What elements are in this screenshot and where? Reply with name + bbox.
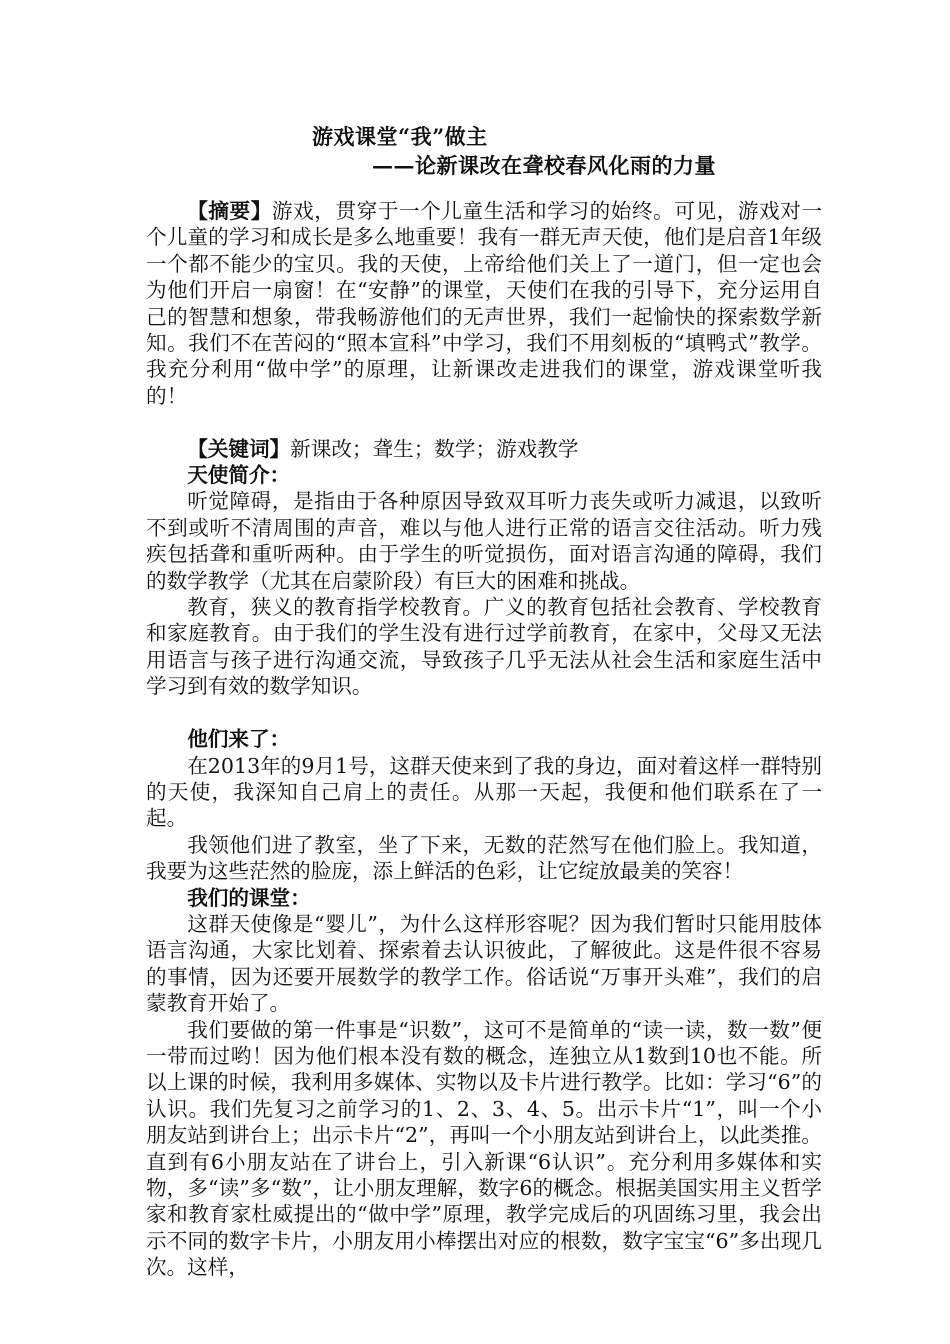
spacer [146, 409, 822, 435]
document-subtitle: ——论新课改在聋校春风化雨的力量 [372, 153, 716, 178]
paragraph: 听觉障碍，是指由于各种原因导致双耳听力丧失或听力减退，以致听不到或听不清周围的声音，难以与他人进行正常的语言交往活动。听力残疾包括聋和重听两种。由于学生的听觉损伤，面对语言沟通的障碍，我们的数学教学（尤其在启蒙阶段）有巨大的困难和挑战。 [146, 489, 822, 593]
paragraph: 这群天使像是“婴儿”，为什么这样形容呢？因为我们暂时只能用肢体语言沟通，大家比划着、探索着去认识彼此，了解彼此。这是件很不容易的事情，因为还要开展数学的教学工作。俗话说“万事开头难”，我们的启蒙教育开始了。 [146, 911, 822, 1016]
section-heading-our-classroom: 我们的课堂： [187, 885, 311, 910]
paragraph: 在2013年的9月1号，这群天使来到了我的身边，面对着这样一群特别的天使，我深知自己肩上的责任。从那一天起，我便和他们联系在了一起。 [146, 753, 822, 831]
section-heading-they-came: 他们来了： [187, 727, 291, 752]
keywords-label: 【关键词】 [187, 436, 291, 461]
abstract-paragraph [146, 198, 822, 409]
paragraph: 我们要做的第一件事是“识数”，这可不是简单的“读一读，数一数”便一带而过哟！因为他们根本没有数的概念，连独立从1数到10也不能。所以上课的时候，我利用多媒体、实物以及卡片进行教学。比如：学习“6”的认识。我们先复习之前学习的1、2、3、4、5。出示卡片“1”，叫一个小朋友站到讲台上；出示卡片“2”，再叫一个小朋友站到讲台上，以此类推。直到有6小朋友站在了讲台上，引入新课“6认识”。充分利用多媒体和实物，多“读”多“数”，让小朋友理解，数字6的概念。根据美国实用主义哲学家和教育家杜威提出的“做中学”原理，教学完成后的巩固练习里，我会出示不同的数字卡片，小朋友用小棒摆出对应的根数，数字宝宝“6”多出现几次。这样， [146, 1017, 822, 1280]
document-body [146, 198, 822, 1281]
abstract-label: 【摘要】 [187, 199, 272, 223]
keywords-text: 新课改；聋生；数学；游戏教学 [290, 436, 579, 461]
paragraph: 我领他们进了教室，坐了下来，无数的茫然写在他们脸上。我知道，我要为这些茫然的脸庞，添上鲜活的色彩，让它绽放最美的笑容！ [146, 832, 822, 884]
paragraph: 教育，狭义的教育指学校教育。广义的教育包括社会教育、学校教育和家庭教育。由于我们的学生没有进行过学前教育，在家中，父母又无法用语言与孩子进行沟通交流，导致孩子几乎无法从社会生活和家庭生活中学习到有效的数学知识。 [146, 595, 822, 699]
keywords-paragraph [146, 436, 822, 462]
spacer [146, 700, 822, 726]
document-title: 游戏课堂“我”做主 [312, 124, 488, 149]
abstract-text: 游戏，贯穿于一个儿童生活和学习的始终。可见，游戏对一个儿童的学习和成长是多么地重要！我有一群无声天使，他们是启音1年级一个都不能少的宝贝。我的天使，上帝给他们关上了一道门，但一定也会为他们开启一扇窗！在“安静”的课堂，天使们在我的引导下，充分运用自己的智慧和想象，带我畅游他们的无声世界，我们一起愉快的探索数学新知。我们不在苦闷的“照本宣科”中学习，我们不用刻板的“填鸭式”教学。我充分利用“做中学”的原理，让新课改走进我们的课堂，游戏课堂听我的！ [146, 199, 823, 408]
section-heading-angel-intro: 天使简介： [187, 463, 291, 488]
